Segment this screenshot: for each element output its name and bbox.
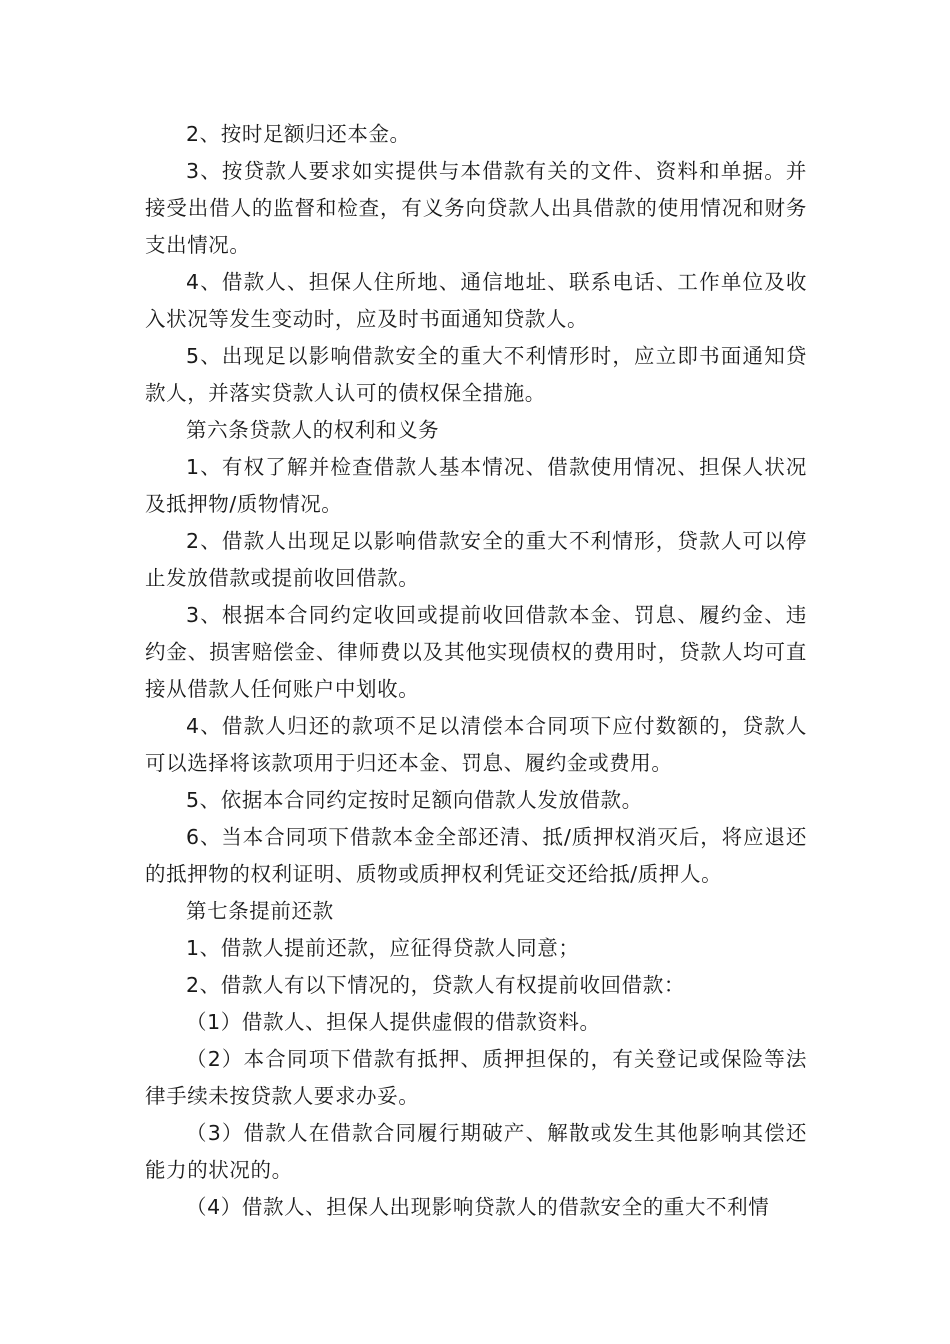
clause-paragraph: 6、当本合同项下借款本金全部还清、抵/质押权消灭后，将应退还的抵押物的权利证明、质物或质押权利凭证交还给抵/质押人。 xyxy=(145,825,807,886)
section-heading: 第六条贷款人的权利和义务 xyxy=(186,418,440,442)
clause-paragraph: 3、按贷款人要求如实提供与本借款有关的文件、资料和单据。并接受出借人的监督和检查，有义务向贷款人出具借款的使用情况和财务支出情况。 xyxy=(145,159,807,257)
sub-clause-paragraph: （3）借款人在借款合同履行期破产、解散或发生其他影响其偿还能力的状况的。 xyxy=(145,1121,807,1182)
clause-paragraph: 4、借款人、担保人住所地、通信地址、联系电话、工作单位及收入状况等发生变动时，应及时书面通知贷款人。 xyxy=(145,270,807,331)
clause-paragraph: 2、按时足额归还本金。 xyxy=(186,122,411,146)
clause-paragraph: 2、借款人出现足以影响借款安全的重大不利情形，贷款人可以停止发放借款或提前收回借款。 xyxy=(145,529,807,590)
clause-paragraph: 3、根据本合同约定收回或提前收回借款本金、罚息、履约金、违约金、损害赔偿金、律师费以及其他实现债权的费用时，贷款人均可直接从借款人任何账户中划收。 xyxy=(145,603,807,701)
sub-clause-paragraph: （1）借款人、担保人提供虚假的借款资料。 xyxy=(186,1010,601,1034)
document-body xyxy=(145,116,807,1226)
clause-paragraph: 5、出现足以影响借款安全的重大不利情形时，应立即书面通知贷款人，并落实贷款人认可的债权保全措施。 xyxy=(145,344,807,405)
clause-paragraph: 1、借款人提前还款，应征得贷款人同意； xyxy=(186,936,580,960)
clause-paragraph: 5、依据本合同约定按时足额向借款人发放借款。 xyxy=(186,788,643,812)
clause-paragraph: 2、借款人有以下情况的，贷款人有权提前收回借款： xyxy=(186,973,685,997)
sub-clause-paragraph: （4）借款人、担保人出现影响贷款人的借款安全的重大不利情 xyxy=(186,1195,770,1219)
sub-clause-paragraph: （2）本合同项下借款有抵押、质押担保的，有关登记或保险等法律手续未按贷款人要求办妥。 xyxy=(145,1047,807,1108)
section-heading: 第七条提前还款 xyxy=(186,899,334,923)
clause-paragraph: 1、有权了解并检查借款人基本情况、借款使用情况、担保人状况及抵押物/质物情况。 xyxy=(145,455,807,516)
clause-paragraph: 4、借款人归还的款项不足以清偿本合同项下应付数额的，贷款人可以选择将该款项用于归还本金、罚息、履约金或费用。 xyxy=(145,714,807,775)
